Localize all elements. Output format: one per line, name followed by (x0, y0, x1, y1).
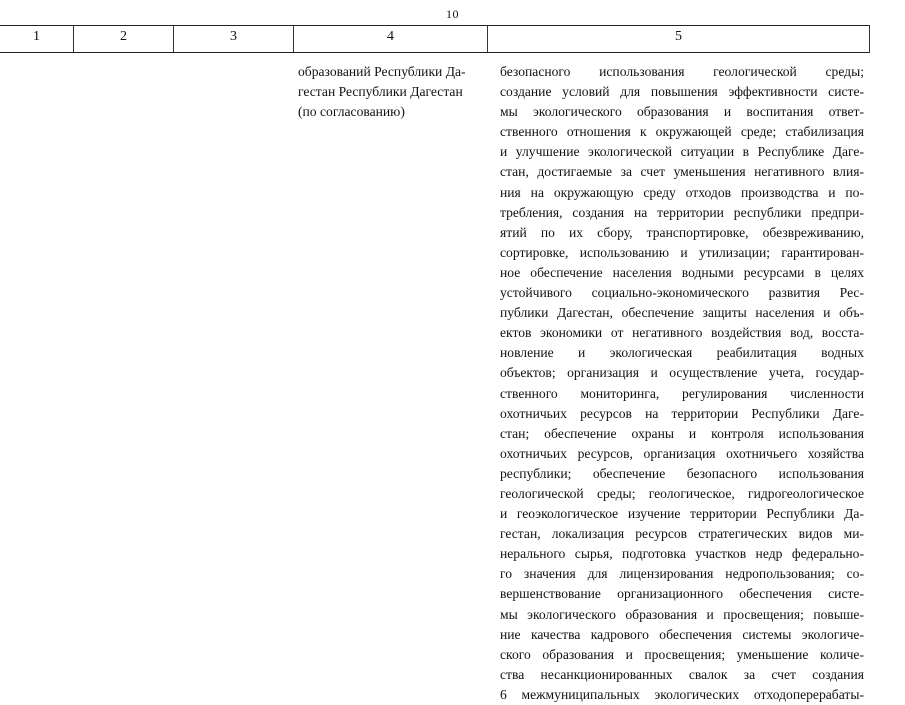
col5-line: и геоэкологическое изучение территории Республики Да- (500, 506, 864, 522)
col5-line: го значения для лицензирования недропользования; со- (500, 566, 864, 582)
header-bottom-border (0, 52, 870, 53)
col5-line: требления, создания на территории республики предпри- (500, 204, 864, 220)
col4-line: образований Республики Да- (298, 64, 466, 79)
col5-line: геологической среды; геологическое, гидрогеологическое (500, 485, 864, 501)
col5-line: мы экологического образования и воспитания ответ- (500, 104, 864, 120)
col5-line: безопасного использования геологической среды; (500, 64, 864, 79)
col5-line: ектов экономики от негативного воздействия вод, восста- (500, 325, 864, 341)
col5-line: новление и экологическая реабилитация водных (500, 345, 864, 361)
col5-line: ственного отношения к окружающей среде; стабилизация (500, 124, 864, 140)
col4-line: гестан Республики Дагестан (298, 84, 463, 100)
col5-line: ятий по их сбору, транспортировке, обезвреживанию, (500, 224, 864, 240)
col5-line: нерального сырья, подготовка участков недр федерально- (500, 546, 864, 562)
column-header-2: 2 (120, 29, 127, 44)
column-header-4: 4 (387, 29, 394, 44)
col5-line: охотничьих ресурсов, организация охотничьего хозяйства (500, 445, 864, 461)
col-divider-5 (869, 25, 870, 53)
col5-line: ского образования и просвещения; уменьшение количе- (500, 646, 864, 662)
col4-line: (по согласованию) (298, 104, 405, 120)
col5-line: ства несанкционированных свалок за счет создания (500, 666, 864, 682)
col5-line: охотничьих ресурсов на территории Республики Даге- (500, 405, 864, 421)
col5-line: стан, достигаемые за счет уменьшения негативного влия- (500, 164, 864, 180)
column-header-1: 1 (33, 29, 40, 44)
col5-line: устойчивого социально-экономического развития Рес- (500, 285, 864, 301)
col5-line: ние качества кадрового обеспечения системы экологиче- (500, 626, 864, 642)
page-number: 10 (446, 7, 459, 21)
column-5-cell (500, 62, 864, 705)
col5-line: стан; обеспечение охраны и контроля использования (500, 425, 864, 441)
column-header-3: 3 (230, 29, 237, 44)
col5-line: 6 межмуниципальных экологических отходоперерабаты- (500, 686, 864, 702)
col5-line: республики; обеспечение безопасного использования (500, 465, 864, 481)
col5-line: объектов; организация и осуществление учета, государ- (500, 365, 864, 381)
col5-line: создание условий для повышения эффективности систе- (500, 84, 864, 100)
column-4-cell (298, 62, 480, 122)
col5-line: ное обеспечение населения водными ресурсами в целях (500, 264, 864, 280)
col5-line: и улучшение экологической ситуации в Республике Даге- (500, 144, 864, 160)
col5-line: сортировке, использованию и утилизации; гарантирован- (500, 244, 864, 260)
col5-line: ния на окружающую среду отходов производства и по- (500, 184, 864, 200)
col5-line: мы экологического образования и просвещения; повыше- (500, 606, 864, 622)
col5-line: гестан, локализация ресурсов стратегических видов ми- (500, 526, 864, 542)
col5-line: вершенствование организационного обеспечения систе- (500, 586, 864, 602)
column-header-5: 5 (675, 29, 682, 44)
table-top-border (0, 25, 870, 26)
col5-line: публики Дагестан, обеспечение защиты населения и объ- (500, 305, 864, 321)
col5-line: ственного мониторинга, регулирования численности (500, 385, 864, 401)
